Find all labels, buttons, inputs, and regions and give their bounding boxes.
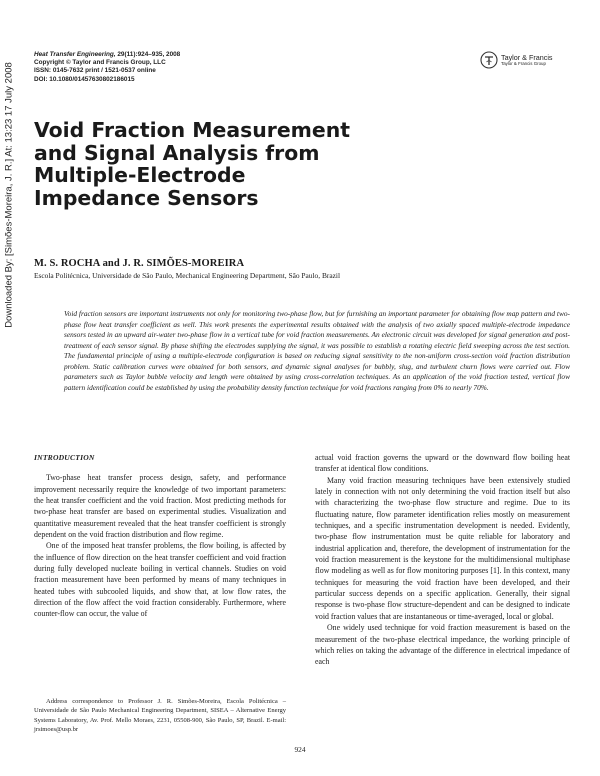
intro-paragraph-1: Two-phase heat transfer process design, safety, and performance improvement necessarily require the knowledge of two important parameters: the heat transfer coefficient and the void fraction. Most predicting methods for two-phase heat transfer are based on experimental studies. Visualization and quantitative measurement revealed that the heat transfer coefficient is strongly dependent on the void fraction distribution and flow regime. (34, 473, 286, 540)
journal-copyright: Copyright © Taylor and Francis Group, LLC (34, 59, 166, 67)
journal-issn: ISSN: 0145-7632 print / 1521-0537 online (34, 67, 156, 75)
journal-volume-pages: 29(11):924–935, 2008 (115, 51, 181, 58)
journal-citation (34, 51, 334, 59)
journal-info (34, 51, 334, 84)
publisher-name (501, 54, 553, 67)
section-heading-introduction: INTRODUCTION (34, 453, 95, 462)
correspondence-footnote: Address correspondence to Professor J. R. Simões-Moreira, Escola Politécnica – Universidade de São Paulo Mechanical Engineering Department, SISEA – Alternative Energy Systems Laboratory, Av. Prof. Mello Moraes, 2231, 05508-900, São Paulo, SP, Brazil. E-mail: jrsimoes@usp.br (34, 698, 286, 734)
title-line-2: and Signal Analysis from (34, 140, 320, 165)
title-line-4: Impedance Sensors (34, 185, 259, 210)
journal-name: Heat Transfer Engineering, (34, 51, 116, 58)
title-line-1: Void Fraction Measurement (34, 118, 351, 142)
publisher-name-line1: Taylor & Francis (501, 52, 553, 62)
title-line-3: Multiple-Electrode (34, 163, 246, 187)
authors: M. S. ROCHA and J. R. SIMÕES-MOREIRA (34, 258, 245, 269)
intro-paragraph-4: Many void fraction measuring techniques have been extensively studied lately in connection with not only determining the void fraction itself but also with characterizing the two-phase flow structure and regime. Due to its fluctuating nature, flow parameter identification relies mostly on measurement techniques, and a specific instrumentation development is needed. Evidently, two-phase flow instrumentation must be quite reliable for laboratory and industrial application and, therefore, the development of instrumentation for the void fraction measurement is the keystone for the multidimensional multiphase flow modeling as well as for flow monitoring purposes [1]. In this context, many techniques for measuring the void fraction have been developed, and their particular success depends on a specific application. Generally, their signal response is two-phase flow structure-dependent and can be designed to indicate void fraction values that are instantaneous or time-averaged, local or global. (315, 475, 570, 621)
taylor-francis-logo-icon (480, 51, 498, 69)
intro-paragraph-5: One widely used technique for void fraction measurement is based on the measurement of the two-phase electrical impedance, the working principle of which relies on taking the advantage of the difference in electrical impedance of each (315, 623, 570, 667)
paper-title (34, 119, 454, 209)
download-stamp-text: Downloaded By: [Simões-Moreira, J. R.] At: 13:23 17 July 2008 (3, 62, 15, 328)
left-column (34, 452, 286, 620)
intro-paragraph-3: actual void fraction governs the upward or the downward flow boiling heat transfer at identical flow conditions. (315, 453, 570, 474)
page-number: 924 (294, 745, 306, 754)
affiliation: Escola Politécnica, Universidade de São Paulo, Mechanical Engineering Department, São Paulo, Brazil (34, 271, 341, 280)
intro-paragraph-2: One of the imposed heat transfer problems, the flow boiling, is affected by the influence of flow direction on the heat transfer coefficient and void fraction during fully developed nucleate boiling in vertical channels. Studies on void fraction measurement have been performed by means of many techniques in heated tubes with subcooled liquids, and show that, at low flow rates, the direction of the flow affect the void fraction considerably. Furthermore, where counter-flow can occur, the value of (34, 541, 286, 619)
publisher-name-line2: Taylor & Francis Group (501, 61, 546, 67)
journal-doi: DOI: 10.1080/01457630802186015 (34, 75, 135, 83)
publisher-logo (480, 50, 570, 70)
abstract: Void fraction sensors are important instruments not only for monitoring two-phase flow, but for furnishing an important parameter for obtaining flow map pattern and two-phase flow heat transfer coefficient as well. This work presents the experimental results obtained with the analysis of two axially spaced multiple-electrode impedance sensors tested in an upward air-water two-phase flow in a vertical tube for void fraction measurements. An electronic circuit was developed for signal generation and post-treatment of each sensor signal. By phase shifting the electrodes supplying the signal, it was possible to establish a rotating electric field sweeping across the test section. The fundamental principle of using a multiple-electrode configuration is based on reducing signal sensitivity to the non-uniform cross-section void fraction distribution problem. Static calibration curves were obtained for both sensors, and dynamic signal analyses for bubbly, slug, and turbulent churn flows were carried out. Flow parameters such as Taylor bubble velocity and length were obtained by using cross-correlation techniques. As an application of the void fraction tested, vertical flow pattern identification could be established by using the probability density function technique for void fractions ranging from 0% to nearly 70%. (64, 309, 570, 392)
download-stamp (1, 50, 17, 340)
right-column (315, 452, 570, 668)
